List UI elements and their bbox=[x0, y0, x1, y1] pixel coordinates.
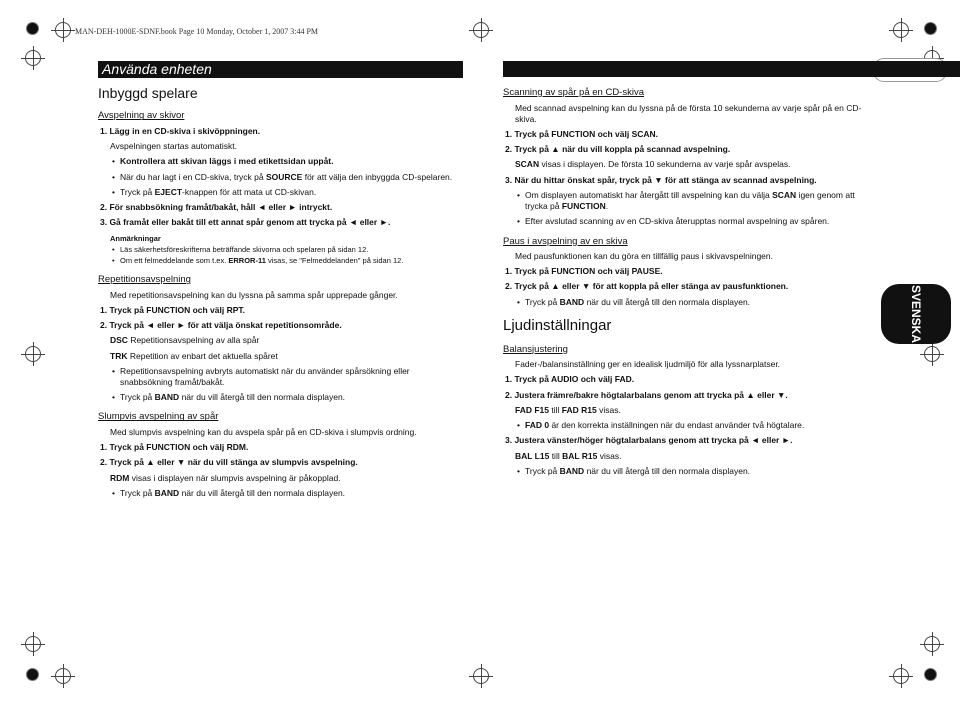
intro: Med pausfunktionen kan du göra en tillfällig paus i skivavspelningen. bbox=[515, 251, 773, 262]
bullet-text: när du vill återgå till den normala displayen. bbox=[584, 296, 751, 307]
step: 2. För snabbsökning framåt/bakåt, håll ◄ eller ► intryckt. bbox=[100, 202, 333, 213]
bullet bbox=[503, 466, 868, 477]
bullet-text: när du vill återgå till den normala displayen. bbox=[179, 392, 346, 403]
step: 1. Tryck på FUNCTION och välj RDM. bbox=[100, 442, 249, 453]
step-text-part: visas i displayen när slumpvis avspelning är påkopplad. bbox=[129, 472, 341, 483]
crosshair-icon bbox=[25, 636, 41, 652]
step-text: Avspelningen startas automatiskt. bbox=[110, 141, 237, 152]
bullet-text: när du vill återgå till den normala displayen. bbox=[584, 465, 751, 476]
section-heading: Balansjustering bbox=[503, 343, 568, 355]
step: 1. Tryck på AUDIO och välj FAD. bbox=[505, 374, 635, 385]
step: 1. Tryck på FUNCTION och välj RPT. bbox=[100, 304, 246, 315]
crosshair-icon bbox=[473, 668, 489, 684]
section-heading: Scanning av spår på en CD-skiva bbox=[503, 87, 644, 98]
right-column bbox=[503, 80, 868, 481]
bullet-text: -knappen för att mata ut CD-skivan. bbox=[182, 186, 317, 197]
step-bold: RDM bbox=[110, 472, 130, 483]
registration-dot-icon bbox=[26, 22, 39, 35]
step-text bbox=[110, 473, 463, 484]
language-tab-label: SVENSKA bbox=[909, 284, 923, 344]
bullet-text: Kontrollera att skivan läggs i med etikettsidan uppåt. bbox=[120, 156, 334, 167]
step-text-part: till bbox=[549, 404, 562, 415]
bullet bbox=[503, 297, 868, 308]
step-text bbox=[515, 159, 868, 170]
section-heading: Avspelning av skivor bbox=[98, 110, 185, 122]
intro: Med slumpvis avspelning kan du avspela spår på en CD-skiva i slumpvis ordning. bbox=[110, 427, 417, 438]
bullet-text: . bbox=[605, 201, 609, 212]
registration-dot-icon bbox=[924, 668, 937, 681]
bullet-text: Tryck på bbox=[120, 487, 155, 498]
section-heading: Paus i avspelning av en skiva bbox=[503, 235, 628, 247]
section-heading: Repetitionsavspelning bbox=[98, 274, 191, 286]
step: 2. Tryck på ▲ eller ▼ för att koppla på eller stänga av pausfunktionen. bbox=[505, 281, 789, 292]
step-text-part: visas. bbox=[597, 450, 622, 461]
crosshair-icon bbox=[25, 346, 41, 362]
intro: Med repetitionsavspelning kan du lyssna på samma spår upprepade gånger. bbox=[110, 289, 398, 300]
step-text bbox=[515, 405, 868, 416]
step: 3. Justera vänster/höger högtalarbalans genom att trycka på ◄ eller ►. bbox=[505, 435, 793, 446]
page-title: Inbyggd spelare bbox=[98, 85, 198, 101]
bullet-bold: BAND bbox=[154, 392, 180, 403]
note bbox=[98, 245, 463, 255]
step: 1. Tryck på FUNCTION och välj SCAN. bbox=[505, 128, 659, 139]
definition bbox=[110, 335, 463, 346]
step: 2. Tryck på ▲ när du vill koppla på scannad avspelning. bbox=[505, 144, 731, 155]
definition-term: DSC bbox=[110, 335, 128, 346]
bullet bbox=[503, 190, 868, 212]
bullet bbox=[98, 187, 463, 198]
bullet-text: för att välja den inbyggda CD-spelaren. bbox=[302, 171, 453, 182]
bullet-bold: EJECT bbox=[154, 186, 183, 197]
notes-title: Anmärkningar bbox=[110, 233, 161, 243]
bullet-text: Tryck på bbox=[525, 296, 560, 307]
crosshair-icon bbox=[55, 668, 71, 684]
bullet bbox=[503, 420, 868, 431]
bullet-bold: SOURCE bbox=[265, 171, 303, 182]
step-bold: BAL L15 bbox=[515, 450, 550, 461]
step: 3. Gå framåt eller bakåt till ett annat spår genom att trycka på ◄ eller ►. bbox=[100, 217, 391, 228]
bullet bbox=[98, 392, 463, 403]
crosshair-icon bbox=[893, 22, 909, 38]
bullet-text: igen genom att trycka på bbox=[525, 189, 855, 212]
step: 3. När du hittar önskat spår, tryck på ▼ för att stänga av scannad avspelning. bbox=[505, 174, 817, 185]
step-text bbox=[515, 451, 868, 462]
crosshair-icon bbox=[924, 636, 940, 652]
bullet bbox=[98, 366, 463, 388]
intro: Fader-/balansinställning ger en idealisk ljudmiljö för alla lyssnarplatser. bbox=[515, 359, 781, 370]
definition-term: TRK bbox=[110, 350, 128, 361]
step-text-part: visas i displayen. De första 10 sekunderna av varje spår avspelas. bbox=[539, 159, 791, 170]
bullet bbox=[98, 488, 463, 499]
step-text-part: till bbox=[549, 450, 563, 461]
step: 2. Justera främre/bakre högtalarbalans genom att trycka på ▲ eller ▼. bbox=[505, 389, 788, 400]
bullet-text: Om displayen automatiskt har återgått till avspelning kan du välja bbox=[525, 189, 773, 200]
step-bold: SCAN bbox=[515, 159, 540, 170]
step: 2. Tryck på ▲ eller ▼ när du vill stänga av slumpvis avspelning. bbox=[100, 457, 358, 468]
bullet-text: är den korrekta inställningen när du endast använder två högtalare. bbox=[549, 420, 805, 431]
section-bar: Använda enheten bbox=[98, 61, 463, 78]
note-text: Om ett felmeddelande som t.ex. bbox=[120, 256, 229, 266]
step: 1. Lägg in en CD-skiva i skivöppningen. bbox=[100, 126, 261, 136]
note-text: visas, se "Felmeddelanden" på sidan 12. bbox=[265, 256, 404, 266]
bullet-text: När du har lagt i en CD-skiva, tryck på bbox=[120, 171, 266, 182]
crosshair-icon bbox=[893, 668, 909, 684]
step-bold: FAD F15 bbox=[515, 404, 550, 415]
definition bbox=[110, 351, 463, 362]
registration-dot-icon bbox=[26, 668, 39, 681]
bullet-text: Efter avslutad scanning av en CD-skiva återupptas normal avspelning av spåren. bbox=[525, 216, 830, 227]
note-text: Läs säkerhetsföreskrifterna beträffande skivorna och spelaren på sidan 12. bbox=[120, 245, 369, 255]
step: 1. Tryck på FUNCTION och välj PAUSE. bbox=[505, 266, 663, 277]
bullet bbox=[98, 172, 463, 183]
crosshair-icon bbox=[924, 346, 940, 362]
registration-dot-icon bbox=[924, 22, 937, 35]
intro: Med scannad avspelning kan du lyssna på de första 10 sekunderna av varje spår på en CD-skiva. bbox=[515, 102, 862, 124]
bullet-text: Tryck på bbox=[120, 186, 155, 197]
bullet-bold: BAND bbox=[559, 296, 585, 307]
chapter-title: Ljudinställningar bbox=[503, 316, 612, 334]
crosshair-icon bbox=[55, 22, 71, 38]
crosshair-icon bbox=[25, 50, 41, 66]
crosshair-icon bbox=[473, 22, 489, 38]
bullet-bold: FUNCTION bbox=[561, 201, 606, 212]
step-text-part: visas. bbox=[596, 404, 621, 415]
bullet-text: när du vill återgå till den normala displayen. bbox=[179, 487, 346, 498]
bullet-text: Tryck på bbox=[120, 392, 155, 403]
section-bar-right bbox=[503, 61, 960, 77]
note-bold: ERROR-11 bbox=[228, 256, 266, 266]
definition-text: Repetition av enbart det aktuella spåret bbox=[127, 350, 278, 361]
definition-text: Repetitionsavspelning av alla spår bbox=[127, 335, 260, 346]
left-column bbox=[98, 61, 463, 503]
note bbox=[98, 256, 463, 266]
language-tab bbox=[881, 284, 951, 344]
bullet-bold: BAND bbox=[559, 465, 585, 476]
bullet bbox=[503, 216, 868, 227]
bullet-text: Tryck på bbox=[525, 465, 560, 476]
section-heading: Slumpvis avspelning av spår bbox=[98, 411, 219, 423]
bullet-bold: BAND bbox=[154, 487, 180, 498]
step: 2. Tryck på ◄ eller ► för att välja önskat repetitionsområde. bbox=[100, 320, 342, 331]
bullet-bold: SCAN bbox=[772, 189, 797, 200]
bullet bbox=[98, 156, 463, 167]
step-bold: FAD R15 bbox=[561, 404, 597, 415]
step-bold: BAL R15 bbox=[562, 450, 598, 461]
bullet-text: Repetitionsavspelning avbryts automatiskt när du använder spårsökning eller snabbsökning framåt/bakåt. bbox=[120, 365, 410, 388]
bullet-bold: FAD 0 bbox=[525, 420, 550, 431]
print-header: MAN-DEH-1000E-SDNF.book Page 10 Monday, October 1, 2007 3:44 PM bbox=[75, 27, 319, 36]
